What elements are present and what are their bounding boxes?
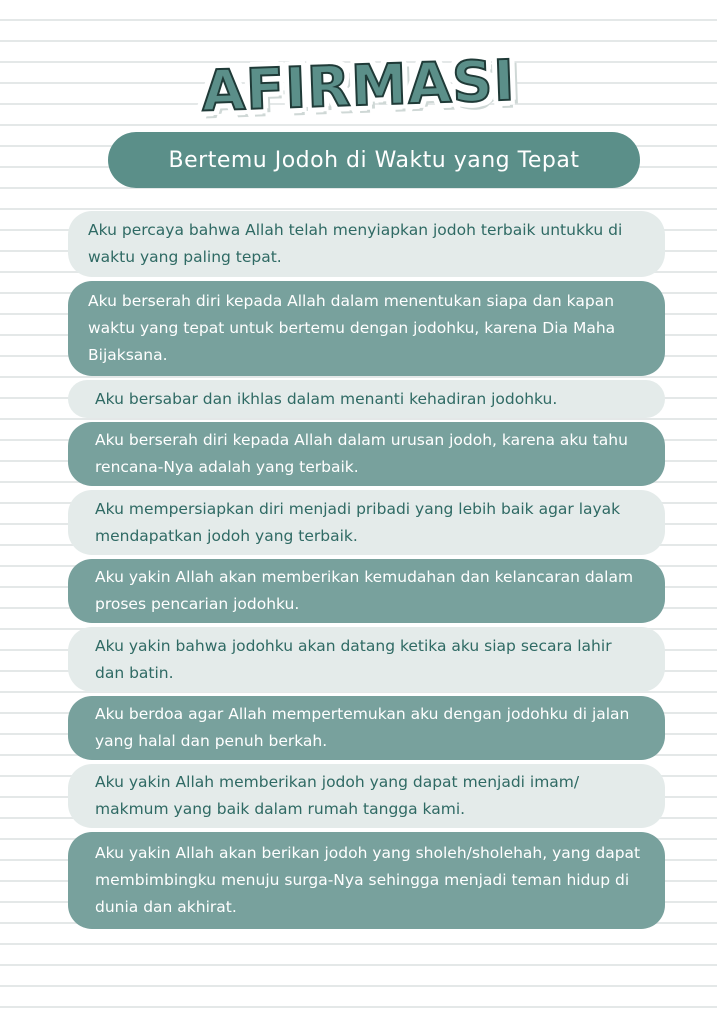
affirmation-list [68, 211, 665, 933]
affirmation-item [68, 696, 665, 760]
affirmation-text: Aku yakin Allah akan memberikan kemudahan dan kelancaran dalam proses pencarian jodohku. [95, 568, 634, 613]
affirmation-item [68, 559, 665, 623]
affirmation-text: Aku percaya bahwa Allah telah menyiapkan jodoh terbaik untukku di waktu yang paling tepat. [88, 221, 623, 266]
affirmation-item [68, 211, 665, 277]
affirmation-text: Aku berserah diri kepada Allah dalam menentukan siapa dan kapan waktu yang tepat untuk bertemu dengan jodohku, karena Dia Maha Bijaksana. [88, 292, 616, 364]
page-title: AFIRMASI [200, 48, 517, 125]
affirmation-text: Aku berserah diri kepada Allah dalam urusan jodoh, karena aku tahu rencana-Nya adalah yang terbaik. [95, 431, 628, 476]
affirmation-item [68, 832, 665, 929]
affirmation-text: Aku yakin Allah akan berikan jodoh yang sholeh/sholehah, yang dapat membimbingku menuju surga-Nya sehingga menjadi teman hidup di dunia dan akhirat. [95, 844, 641, 916]
affirmation-item [68, 627, 665, 692]
subtitle-banner [108, 132, 640, 188]
subtitle-text: Bertemu Jodoh di Waktu yang Tepat [168, 147, 580, 173]
affirmation-item [68, 490, 665, 555]
affirmation-text: Aku bersabar dan ikhlas dalam menanti kehadiran jodohku. [95, 389, 558, 408]
affirmation-text: Aku yakin bahwa jodohku akan datang ketika aku siap secara lahir dan batin. [95, 636, 612, 682]
affirmation-text: Aku mempersiapkan diri menjadi pribadi yang lebih baik agar layak mendapatkan jodoh yang terbaik. [95, 499, 621, 545]
affirmation-text: Aku yakin Allah memberikan jodoh yang dapat menjadi imam/ makmum yang baik dalam rumah tangga kami. [95, 773, 580, 818]
affirmation-item [68, 281, 665, 376]
affirmation-item [68, 380, 665, 418]
affirmation-item [68, 422, 665, 486]
affirmation-item [68, 764, 665, 828]
affirmation-text: Aku berdoa agar Allah mempertemukan aku dengan jodohku di jalan yang halal dan penuh berkah. [95, 705, 630, 750]
